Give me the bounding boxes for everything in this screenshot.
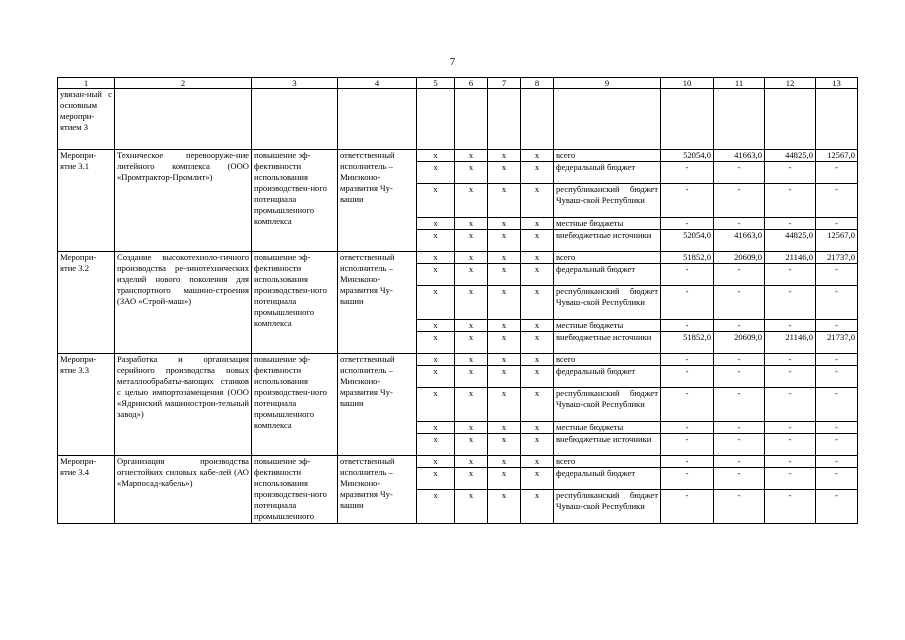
code-cell: х: [521, 388, 554, 422]
funding-source: всего: [554, 456, 661, 468]
amount-cell: -: [816, 490, 858, 524]
amount-cell: -: [765, 422, 816, 434]
code-cell: х: [488, 490, 521, 524]
amount-cell: -: [816, 366, 858, 388]
code-cell: х: [417, 354, 455, 366]
code-cell: х: [455, 230, 488, 252]
amount-cell: -: [661, 320, 714, 332]
measure-id: Меропри-ятие 3.2: [58, 252, 115, 354]
amount-cell: -: [765, 490, 816, 524]
amount-cell: -: [765, 264, 816, 286]
amount-cell: -: [661, 366, 714, 388]
code-cell: х: [488, 456, 521, 468]
code-cell: х: [417, 490, 455, 524]
amount-cell: -: [661, 456, 714, 468]
amount-cell: -: [816, 162, 858, 184]
code-cell: х: [521, 264, 554, 286]
measure-name: Техническое перевооруже-ние литейного комплекса (ООО «Промтрактор-Промлит»): [115, 150, 252, 252]
amount-cell: 44825,0: [765, 230, 816, 252]
funding-source: федеральный бюджет: [554, 264, 661, 286]
code-cell: х: [488, 388, 521, 422]
continuation-row: [58, 89, 858, 150]
funding-source: местные бюджеты: [554, 218, 661, 230]
code-cell: х: [455, 422, 488, 434]
amount-cell: 12567,0: [816, 230, 858, 252]
amount-cell: -: [765, 320, 816, 332]
code-cell: х: [417, 218, 455, 230]
table-row: [58, 354, 858, 366]
amount-cell: -: [661, 162, 714, 184]
code-cell: х: [521, 354, 554, 366]
amount-cell: -: [661, 218, 714, 230]
amount-cell: -: [661, 264, 714, 286]
code-cell: х: [521, 218, 554, 230]
code-cell: х: [455, 332, 488, 354]
code-cell: х: [455, 490, 488, 524]
measure-name: Организация производства огнестойких силовых кабе-лей (АО «Марпосад-кабель»): [115, 456, 252, 524]
funding-source: федеральный бюджет: [554, 162, 661, 184]
code-cell: х: [417, 366, 455, 388]
amount-cell: -: [765, 286, 816, 320]
page-number: 7: [449, 56, 456, 68]
code-cell: х: [417, 264, 455, 286]
amount-cell: 21737,0: [816, 252, 858, 264]
code-cell: х: [417, 434, 455, 456]
funding-source: внебюджетные источники: [554, 230, 661, 252]
code-cell: х: [455, 456, 488, 468]
measure-goal: повышение эф-фективности использования производствен-ного потенциала промышленного комплекса: [252, 354, 338, 456]
code-cell: х: [521, 286, 554, 320]
amount-cell: -: [714, 366, 765, 388]
measure-executor: ответственный исполнитель – Минэконо-мразвития Чу-вашии: [338, 354, 417, 456]
code-cell: х: [417, 422, 455, 434]
column-header: 10: [661, 78, 714, 89]
amount-cell: -: [661, 434, 714, 456]
code-cell: х: [521, 456, 554, 468]
amount-cell: 20609,0: [714, 252, 765, 264]
measure-goal: повышение эф-фективности использования производствен-ного потенциала промышленного: [252, 456, 338, 524]
amount-cell: -: [714, 218, 765, 230]
funding-source: республиканский бюджет Чуваш-ской Республики: [554, 490, 661, 524]
funding-source: республиканский бюджет Чуваш-ской Республики: [554, 286, 661, 320]
amount-cell: 44825,0: [765, 150, 816, 162]
column-number-row: [58, 78, 858, 89]
amount-cell: -: [816, 456, 858, 468]
measure-executor: ответственный исполнитель – Минэконо-мразвития Чу-вашии: [338, 150, 417, 252]
code-cell: х: [417, 456, 455, 468]
funding-source: всего: [554, 252, 661, 264]
code-cell: х: [488, 286, 521, 320]
code-cell: х: [417, 468, 455, 490]
code-cell: х: [455, 468, 488, 490]
amount-cell: -: [816, 286, 858, 320]
amount-cell: -: [714, 456, 765, 468]
amount-cell: -: [714, 162, 765, 184]
funding-source: всего: [554, 150, 661, 162]
amount-cell: -: [661, 388, 714, 422]
funding-source: местные бюджеты: [554, 422, 661, 434]
funding-source: внебюджетные источники: [554, 434, 661, 456]
code-cell: х: [455, 388, 488, 422]
measure-name: Разработка и организация серийного производства новых металлообрабаты-вающих станков с целью импортозамещения (ООО «Ядринский машинострои-тельный завод»): [115, 354, 252, 456]
code-cell: х: [417, 286, 455, 320]
code-cell: х: [455, 150, 488, 162]
column-header: 7: [488, 78, 521, 89]
measure-id: Меропри-ятие 3.3: [58, 354, 115, 456]
measure-id: Меропри-ятие 3.1: [58, 150, 115, 252]
code-cell: х: [488, 218, 521, 230]
column-header: 4: [338, 78, 417, 89]
measure-executor: ответственный исполнитель – Минэконо-мразвития Чу-вашии: [338, 456, 417, 524]
amount-cell: -: [816, 434, 858, 456]
code-cell: х: [488, 230, 521, 252]
column-header: 2: [115, 78, 252, 89]
amount-cell: -: [714, 354, 765, 366]
code-cell: х: [521, 184, 554, 218]
amount-cell: -: [661, 354, 714, 366]
amount-cell: -: [765, 366, 816, 388]
code-cell: х: [521, 230, 554, 252]
amount-cell: -: [714, 422, 765, 434]
amount-cell: 20609,0: [714, 332, 765, 354]
amount-cell: -: [765, 162, 816, 184]
amount-cell: -: [765, 434, 816, 456]
code-cell: х: [455, 162, 488, 184]
amount-cell: -: [816, 320, 858, 332]
amount-cell: -: [714, 468, 765, 490]
amount-cell: -: [714, 388, 765, 422]
column-header: 12: [765, 78, 816, 89]
code-cell: х: [488, 434, 521, 456]
code-cell: х: [488, 162, 521, 184]
code-cell: х: [417, 150, 455, 162]
code-cell: х: [488, 366, 521, 388]
measure-goal: повышение эф-фективности использования производствен-ного потенциала промышленного комплекса: [252, 150, 338, 252]
funding-source: федеральный бюджет: [554, 366, 661, 388]
table-row: [58, 456, 858, 468]
amount-cell: 21737,0: [816, 332, 858, 354]
amount-cell: 51852,0: [661, 252, 714, 264]
amount-cell: -: [661, 184, 714, 218]
funding-source: местные бюджеты: [554, 320, 661, 332]
amount-cell: -: [661, 286, 714, 320]
amount-cell: -: [661, 468, 714, 490]
code-cell: х: [521, 468, 554, 490]
column-header: 5: [417, 78, 455, 89]
amount-cell: 12567,0: [816, 150, 858, 162]
column-header: 11: [714, 78, 765, 89]
amount-cell: -: [765, 388, 816, 422]
code-cell: х: [417, 184, 455, 218]
code-cell: х: [455, 184, 488, 218]
amount-cell: 21146,0: [765, 252, 816, 264]
continuation-text: увязан-ный с основным меропри-ятием 3: [58, 89, 115, 150]
code-cell: х: [455, 434, 488, 456]
amount-cell: -: [816, 354, 858, 366]
code-cell: х: [488, 468, 521, 490]
amount-cell: -: [661, 490, 714, 524]
amount-cell: 41663,0: [714, 230, 765, 252]
code-cell: х: [455, 366, 488, 388]
measure-goal: повышение эф-фективности использования производствен-ного потенциала промышленного комплекса: [252, 252, 338, 354]
measure-name: Создание высокотехноло-гичного производства ре-зинотехнических изделий нового поколения для транспортного машино-строения (ЗАО «Строй-маш»): [115, 252, 252, 354]
code-cell: х: [455, 218, 488, 230]
code-cell: х: [488, 332, 521, 354]
code-cell: х: [488, 264, 521, 286]
code-cell: х: [521, 422, 554, 434]
code-cell: х: [455, 286, 488, 320]
amount-cell: -: [816, 184, 858, 218]
funding-source: всего: [554, 354, 661, 366]
code-cell: х: [488, 320, 521, 332]
code-cell: х: [488, 184, 521, 218]
code-cell: х: [417, 320, 455, 332]
funding-source: республиканский бюджет Чуваш-ской Республики: [554, 184, 661, 218]
code-cell: х: [488, 422, 521, 434]
table-row: [58, 252, 858, 264]
amount-cell: -: [714, 184, 765, 218]
code-cell: х: [488, 252, 521, 264]
column-header: 8: [521, 78, 554, 89]
code-cell: х: [521, 332, 554, 354]
code-cell: х: [521, 150, 554, 162]
amount-cell: -: [816, 388, 858, 422]
column-header: 9: [554, 78, 661, 89]
amount-cell: -: [816, 218, 858, 230]
column-header: 1: [58, 78, 115, 89]
measures-body: [58, 150, 858, 524]
code-cell: х: [417, 162, 455, 184]
funding-source: республиканский бюджет Чуваш-ской Республики: [554, 388, 661, 422]
code-cell: х: [455, 320, 488, 332]
amount-cell: -: [765, 184, 816, 218]
code-cell: х: [417, 388, 455, 422]
amount-cell: -: [714, 490, 765, 524]
amount-cell: 52054,0: [661, 150, 714, 162]
column-header: 13: [816, 78, 858, 89]
measure-executor: ответственный исполнитель – Минэконо-мразвития Чу-вашии: [338, 252, 417, 354]
code-cell: х: [488, 150, 521, 162]
amount-cell: 52054,0: [661, 230, 714, 252]
column-header: 3: [252, 78, 338, 89]
program-table: [57, 77, 858, 524]
code-cell: х: [521, 320, 554, 332]
code-cell: х: [521, 434, 554, 456]
amount-cell: -: [765, 468, 816, 490]
code-cell: х: [488, 354, 521, 366]
code-cell: х: [521, 162, 554, 184]
amount-cell: -: [714, 264, 765, 286]
amount-cell: 21146,0: [765, 332, 816, 354]
amount-cell: -: [765, 456, 816, 468]
amount-cell: 41663,0: [714, 150, 765, 162]
amount-cell: -: [816, 264, 858, 286]
amount-cell: -: [816, 468, 858, 490]
amount-cell: -: [714, 434, 765, 456]
funding-source: внебюджетные источники: [554, 332, 661, 354]
amount-cell: -: [714, 286, 765, 320]
amount-cell: -: [765, 354, 816, 366]
amount-cell: -: [661, 422, 714, 434]
amount-cell: -: [816, 422, 858, 434]
code-cell: х: [521, 366, 554, 388]
code-cell: х: [521, 490, 554, 524]
code-cell: х: [417, 252, 455, 264]
code-cell: х: [417, 332, 455, 354]
table-row: [58, 150, 858, 162]
amount-cell: 51852,0: [661, 332, 714, 354]
amount-cell: -: [765, 218, 816, 230]
funding-source: федеральный бюджет: [554, 468, 661, 490]
code-cell: х: [455, 264, 488, 286]
code-cell: х: [455, 354, 488, 366]
code-cell: х: [455, 252, 488, 264]
measure-id: Меропри-ятие 3.4: [58, 456, 115, 524]
code-cell: х: [417, 230, 455, 252]
amount-cell: -: [714, 320, 765, 332]
code-cell: х: [521, 252, 554, 264]
column-header: 6: [455, 78, 488, 89]
